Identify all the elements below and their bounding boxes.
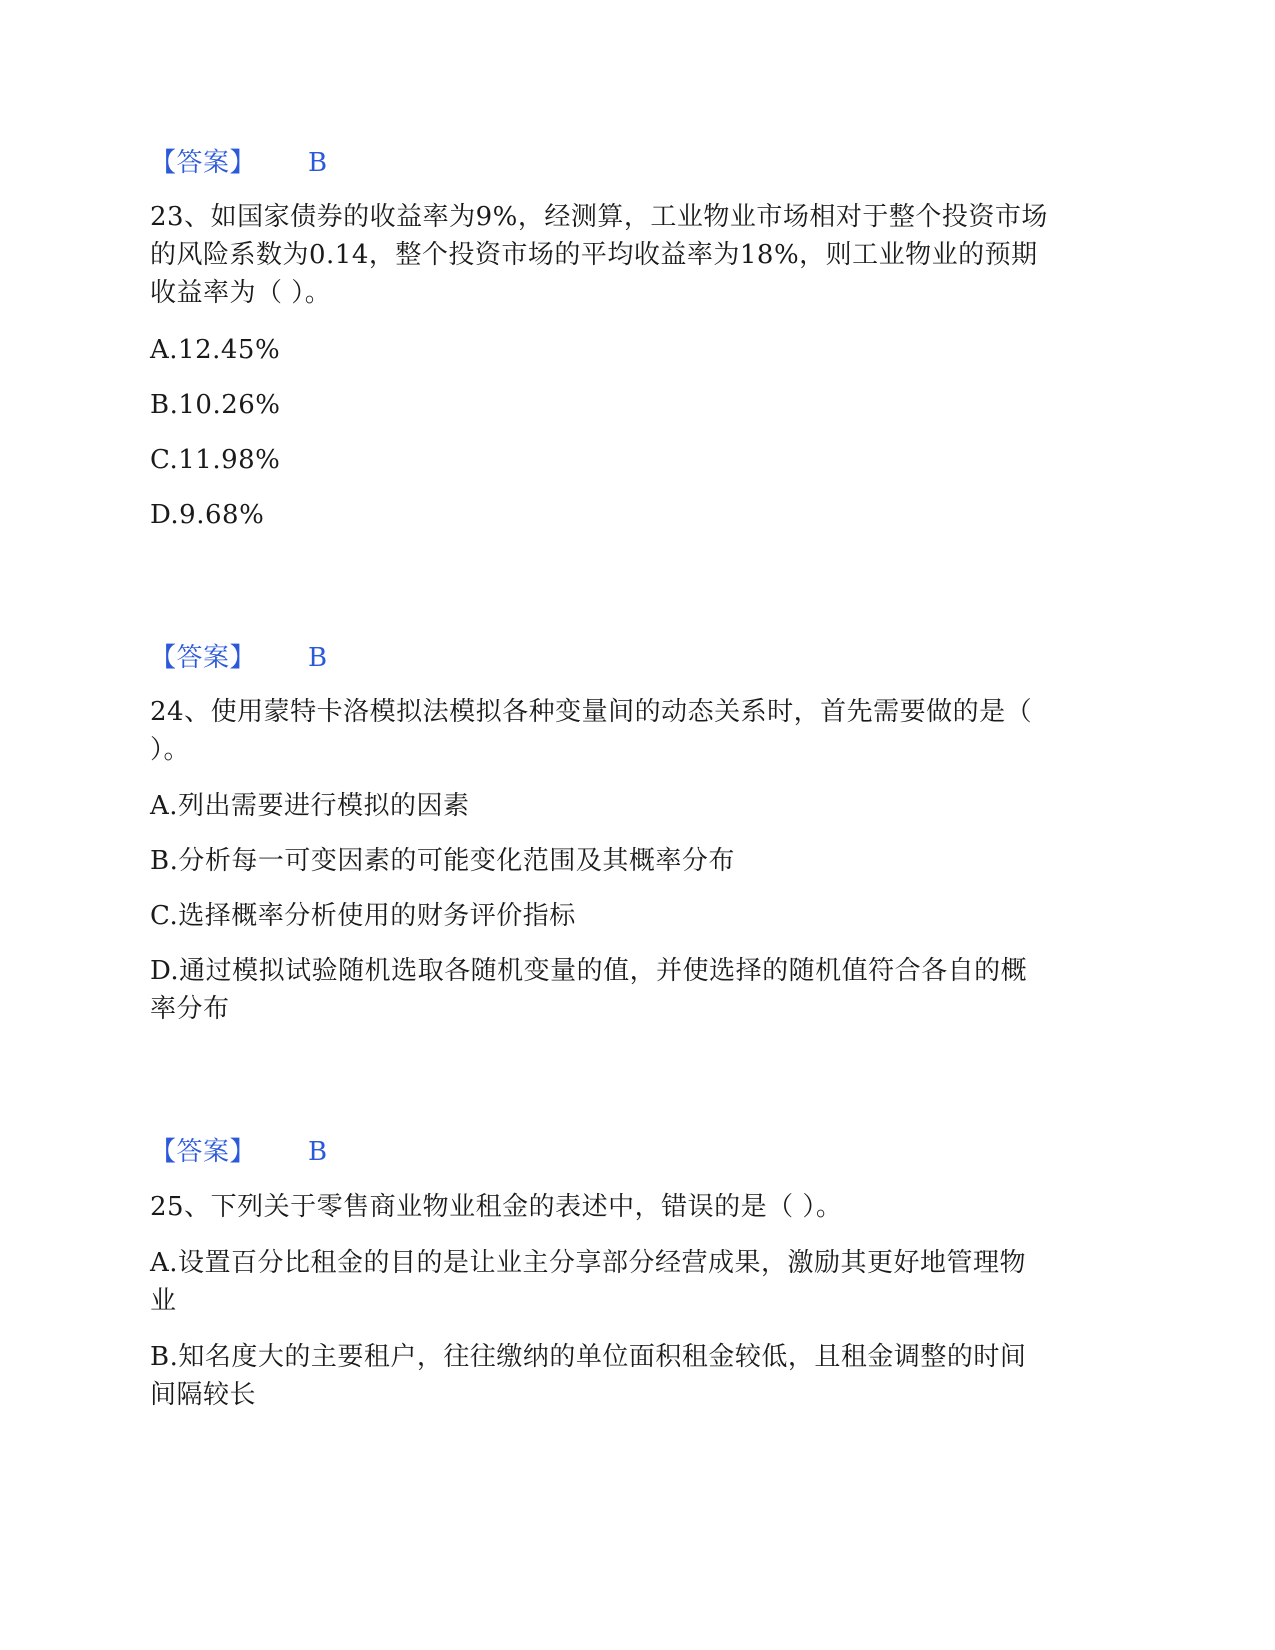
answer-row: [150, 638, 328, 678]
question-25-line-1: 25、下列关于零售商业物业租金的表述中，错误的是（ ）。: [150, 1192, 843, 1222]
question-24-option-d-line-1: D.通过模拟试验随机选取各随机变量的值，并使选择的随机值符合各自的概: [150, 956, 1028, 986]
question-23-option-c: C.11.98%: [150, 445, 281, 475]
question-24-line-2: ）。: [150, 735, 191, 765]
answer-value: B: [308, 148, 328, 178]
question-25-option-b-line-2: 间隔较长: [150, 1380, 257, 1410]
answer-label: 【答案】: [150, 643, 257, 673]
question-23-line-2: 的风险系数为0.14，整个投资市场的平均收益率为18%，则工业物业的预期: [150, 240, 1038, 270]
question-25-option-a-line-2: 业: [150, 1286, 177, 1316]
question-24-line-1: 24、使用蒙特卡洛模拟法模拟各种变量间的动态关系时，首先需要做的是（: [150, 697, 1033, 727]
answer-label: 【答案】: [150, 1137, 257, 1167]
question-23-option-b: B.10.26%: [150, 390, 281, 420]
question-24-option-c: C.选择概率分析使用的财务评价指标: [150, 901, 576, 931]
question-24-option-a: A.列出需要进行模拟的因素: [150, 791, 470, 821]
question-24-option-b: B.分析每一可变因素的可能变化范围及其概率分布: [150, 846, 735, 876]
question-23-line-3: 收益率为（ ）。: [150, 278, 332, 308]
answer-value: B: [308, 1137, 328, 1167]
question-24-option-d-line-2: 率分布: [150, 994, 230, 1024]
answer-label: 【答案】: [150, 148, 257, 178]
question-23-option-d: D.9.68%: [150, 500, 265, 530]
answer-value: B: [308, 643, 328, 673]
answer-row: [150, 1132, 328, 1172]
question-23-line-1: 23、如国家债券的收益率为9%，经测算，工业物业市场相对于整个投资市场: [150, 202, 1048, 232]
question-25-option-b-line-1: B.知名度大的主要租户，往往缴纳的单位面积租金较低，且租金调整的时间: [150, 1342, 1027, 1372]
question-25-option-a-line-1: A.设置百分比租金的目的是让业主分享部分经营成果，激励其更好地管理物: [150, 1248, 1027, 1278]
answer-row: [150, 143, 328, 183]
question-23-option-a: A.12.45%: [150, 335, 281, 365]
